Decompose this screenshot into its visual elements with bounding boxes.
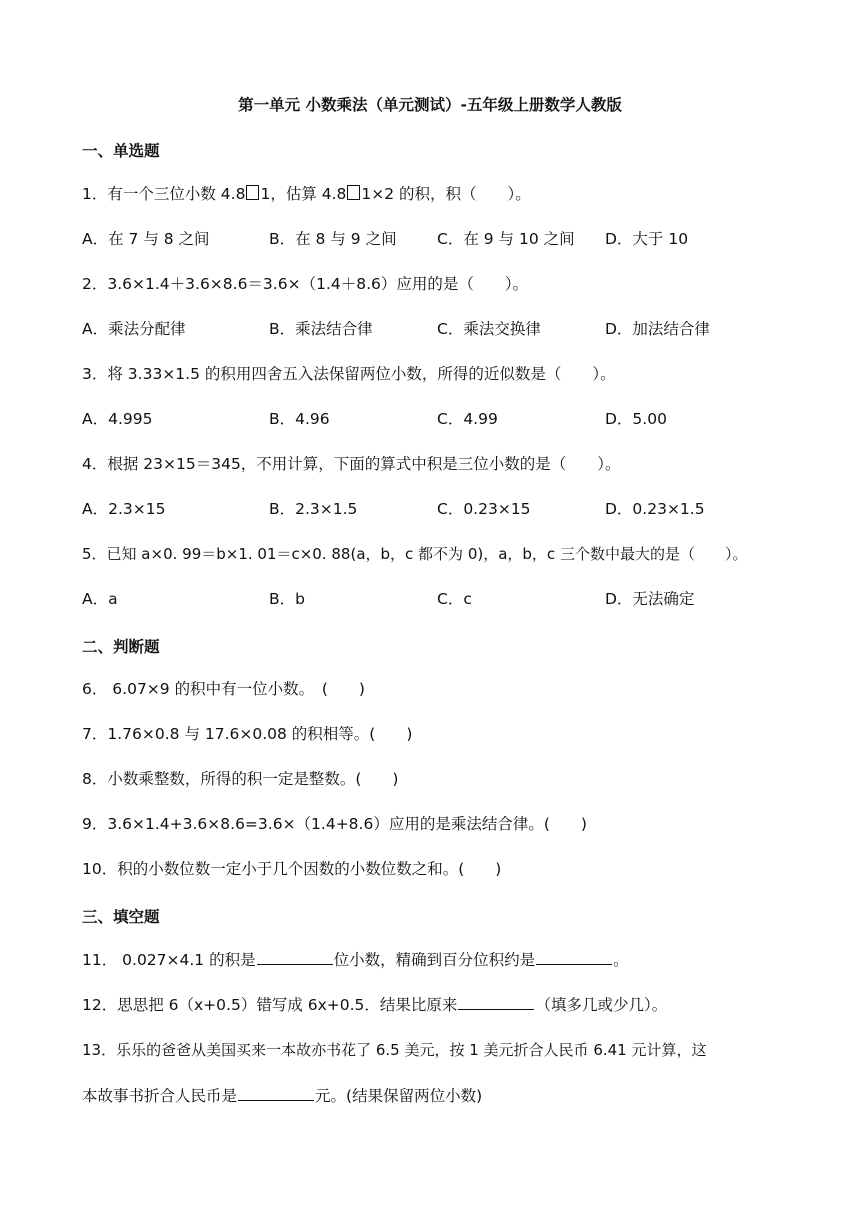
answer-blank[interactable] [257, 948, 333, 965]
question-11 [82, 948, 629, 971]
section-heading-fill-blank: 三、填空题 [82, 908, 160, 926]
question-13-line-1: 13．乐乐的爸爸从美国买来一本故亦书花了 6.5 美元，按 1 美元折合人民币 6.41 元计算，这 [82, 1041, 707, 1059]
option-b[interactable]: B．4.96 [269, 410, 330, 428]
question-6: 6． 6.07×9 的积中有一位小数。 ( ) [82, 680, 365, 698]
question-12-text-a: 12．思思把 6（x+0.5）错写成 6x+0.5．结果比原来 [82, 996, 458, 1014]
question-8: 8．小数乘整数，所得的积一定是整数。( ) [82, 770, 399, 788]
question-1-text-a: 1．有一个三位小数 4.8 [82, 185, 246, 203]
option-c[interactable]: C．0.23×15 [437, 500, 531, 518]
section-heading-single-choice: 一、单选题 [82, 142, 160, 160]
option-b[interactable]: B．b [269, 590, 305, 608]
page-title: 第一单元 小数乘法（单元测试）-五年级上册数学人教版 [238, 96, 622, 114]
option-b[interactable]: B．2.3×1.5 [269, 500, 358, 518]
question-5: 5．已知 a×0. 99＝b×1. 01＝c×0. 88(a，b，c 都不为 0)，a，b，c 三个数中最大的是（ ）。 [82, 545, 748, 563]
option-a[interactable]: A．在 7 与 8 之间 [82, 230, 210, 248]
question-4-options [82, 498, 782, 520]
question-7: 7．1.76×0.8 与 17.6×0.08 的积相等。( ) [82, 725, 413, 743]
question-2: 2．3.6×1.4＋3.6×8.6＝3.6×（1.4＋8.6）应用的是（ ）。 [82, 275, 529, 293]
option-d[interactable]: D．无法确定 [605, 590, 695, 608]
section-heading-true-false: 二、判断题 [82, 638, 160, 656]
option-c[interactable]: C．乘法交换律 [437, 320, 541, 338]
question-12-text-b: （填多几或少几）。 [535, 996, 668, 1014]
question-10: 10．积的小数位数一定小于几个因数的小数位数之和。( ) [82, 860, 502, 878]
question-13-text-b: 元。(结果保留两位小数) [315, 1087, 483, 1105]
question-4: 4．根据 23×15＝345，不用计算，下面的算式中积是三位小数的是（ ）。 [82, 455, 621, 473]
option-b[interactable]: B．乘法结合律 [269, 320, 373, 338]
option-a[interactable]: A．乘法分配律 [82, 320, 186, 338]
option-c[interactable]: C．c [437, 590, 472, 608]
question-1-text-c: 1×2 的积，积（ ）。 [361, 185, 531, 203]
question-11-text-a: 11． 0.027×4.1 的积是 [82, 951, 256, 969]
question-1-text-b: 1，估算 4.8 [260, 185, 347, 203]
option-d[interactable]: D．5.00 [605, 410, 667, 428]
question-1-options [82, 228, 782, 250]
option-d[interactable]: D．加法结合律 [605, 320, 710, 338]
option-d[interactable]: D．0.23×1.5 [605, 500, 705, 518]
answer-blank[interactable] [458, 993, 534, 1010]
missing-digit-box [347, 185, 360, 200]
missing-digit-box [246, 185, 259, 200]
answer-blank[interactable] [238, 1084, 314, 1101]
question-9: 9．3.6×1.4+3.6×8.6=3.6×（1.4+8.6）应用的是乘法结合律。( ) [82, 815, 587, 833]
option-a[interactable]: A．2.3×15 [82, 500, 166, 518]
option-a[interactable]: A．a [82, 590, 118, 608]
question-5-options [82, 588, 782, 610]
question-2-options [82, 318, 782, 340]
question-1 [82, 183, 531, 205]
option-b[interactable]: B．在 8 与 9 之间 [269, 230, 397, 248]
option-a[interactable]: A．4.995 [82, 410, 153, 428]
option-d[interactable]: D．大于 10 [605, 230, 689, 248]
option-c[interactable]: C．4.99 [437, 410, 498, 428]
option-c[interactable]: C．在 9 与 10 之间 [437, 230, 575, 248]
answer-blank[interactable] [536, 948, 612, 965]
question-11-text-c: 。 [613, 951, 629, 969]
question-11-text-b: 位小数，精确到百分位积约是 [333, 951, 536, 969]
question-13-text-a: 本故事书折合人民币是 [82, 1087, 238, 1105]
question-13-line-2 [82, 1084, 482, 1107]
question-3: 3．将 3.33×1.5 的积用四舍五入法保留两位小数，所得的近似数是（ ）。 [82, 365, 616, 383]
question-12 [82, 993, 667, 1016]
question-3-options [82, 408, 782, 430]
